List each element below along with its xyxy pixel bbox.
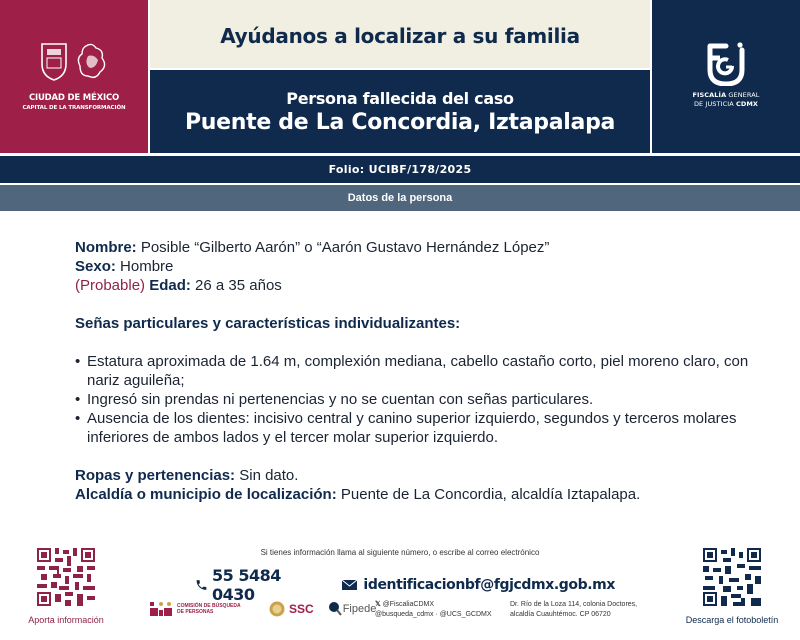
fgj-logo [652,42,800,109]
address-line2: alcaldía Cuauhtémoc. CP 06720 [510,611,611,618]
cdmx-subtitle: CAPITAL DE LA TRANSFORMACIÓN [22,105,126,111]
person-details [75,238,775,504]
cdmx-coat-of-arms-icon [34,40,114,82]
senas-item: • Ausencia de los dientes: incisivo central y canino superior izquierdo, segundos y terceros molares inferiores de ambos lados y el tercer molar superior izquierdo. [75,409,775,447]
section-label: Datos de la persona [347,192,453,204]
fgj-de-justicia: DE JUSTICIA [693,100,736,108]
alcaldia-label: Alcaldía o municipio de localización: [75,486,337,503]
tagline-panel [150,0,650,68]
folio-number: Folio: UCIBF/178/2025 [328,163,472,176]
edad-label: Edad: [145,277,191,294]
sexo-row [75,257,775,276]
ropas-label: Ropas y pertenencias: [75,467,236,484]
fgj-general: GENERAL [726,91,760,99]
sexo-value: Hombre [115,258,174,275]
edad-value: 26 a 35 años [190,277,282,294]
ropas-value: Sin dato. [235,467,299,484]
x-icon: 𝕏 [375,601,383,608]
section-band [0,185,800,211]
fipede-logo-icon [328,601,342,617]
cdmx-logo [0,40,148,111]
tagline: Ayúdanos a localizar a su familia [220,24,580,48]
email-link[interactable] [342,577,615,593]
fgj-cdmx: CDMX [736,100,759,108]
sexo-label: Sexo: [75,258,116,275]
contact-row [195,566,615,604]
ropas-row [75,466,775,485]
ssc-badge-icon [269,600,285,618]
fgj-fiscalia: FISCALÍA [692,91,727,99]
ssc-label: SSC [289,602,314,616]
alcaldia-value: Puente de La Concordia, alcaldía Iztapalapa. [336,486,641,503]
nombre-label: Nombre: [75,239,137,256]
social-line1 [375,600,492,610]
phone-icon [195,578,208,592]
senas-heading: Señas particulares y características individualizantes: [75,315,461,332]
case-title: Puente de La Concordia, Iztapalapa [184,109,616,135]
folio-band [0,156,800,183]
address [510,600,637,620]
comision-line1: COMISIÓN DE BÚSQUEDA [177,603,241,609]
nombre-row [75,238,775,257]
phone-link[interactable] [195,566,320,604]
qr-aporta-caption: Aporta información [28,615,104,625]
envelope-icon [342,580,357,590]
senas-item: • Estatura aproximada de 1.64 m, complexión mediana, cabello castaño corto, piel moreno claro, con nariz aguileña; [75,352,775,390]
edad-prefix: (Probable) [75,277,146,294]
social-handles [375,600,492,620]
senas-item: • Ingresó sin prendas ni pertenencias y no se cuentan con señas particulares. [75,390,775,409]
partner-logos [150,600,376,618]
case-subtitle: Persona fallecida del caso [286,88,514,108]
fipede-label: Fipede [342,603,377,615]
alcaldia-row [75,485,775,504]
contact-note: Si tienes información llama al siguiente número, o escribe al correo electrónico [260,548,540,557]
comision-busqueda-logo-icon [150,602,172,616]
cdmx-title: CIUDAD DE MÉXICO [28,93,120,103]
fiscalia-handle[interactable]: @FiscaliaCDMX [382,601,435,608]
email-address: identificacionbf@fgjcdmx.gob.mx [363,577,615,593]
address-line1: Dr. Río de la Loza 114, colonia Doctores, [510,601,638,608]
case-title-panel [150,70,650,153]
social-line2[interactable]: @busqueda_cdmx · @UCS_GCDMX [375,611,492,618]
nombre-value: Posible “Gilberto Aarón” o “Aarón Gustavo Hernández López” [136,239,550,256]
fgj-logo-icon [704,42,748,86]
comision-label [177,603,247,615]
edad-row [75,276,775,295]
fgj-name-line2 [652,100,800,109]
comision-line2: DE PERSONAS [177,609,214,615]
phone-number: 55 5484 0430 [212,566,281,604]
senas-list [75,352,775,447]
qr-fotoboletin-caption: Descarga el fotoboletín [685,615,779,625]
fgj-name-line1 [652,91,800,100]
